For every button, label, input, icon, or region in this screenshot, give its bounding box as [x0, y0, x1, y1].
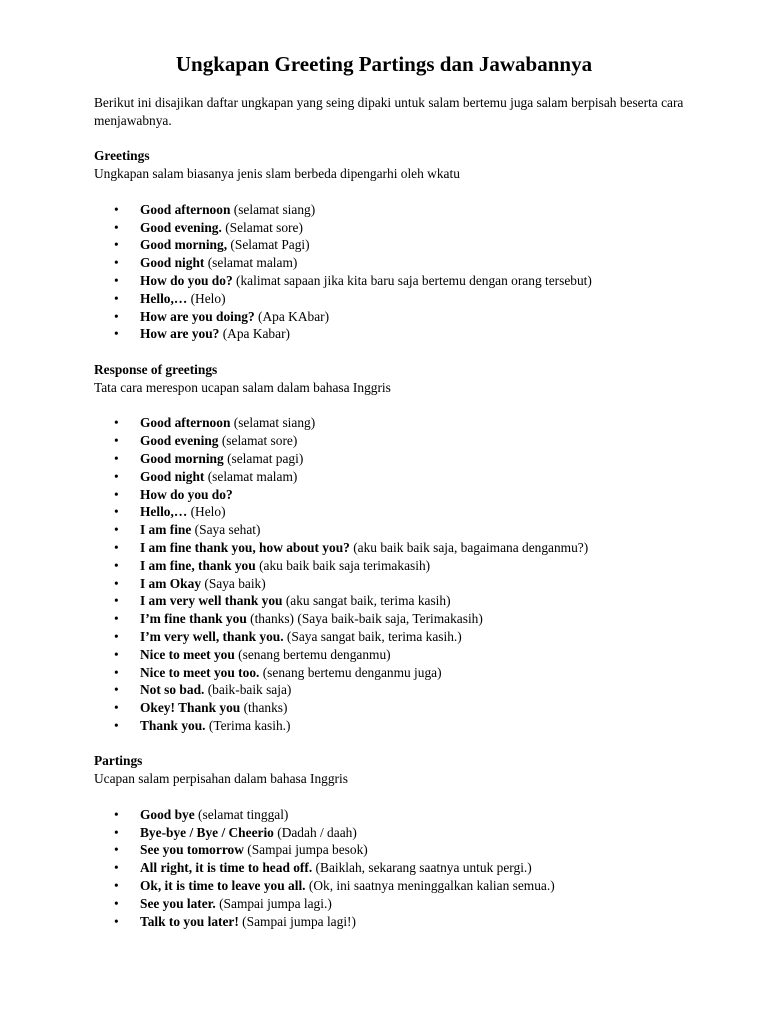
bullet-icon: •: [114, 468, 119, 484]
bullet-icon: •: [114, 628, 119, 644]
bullet-icon: •: [114, 824, 119, 840]
bullet-icon: •: [114, 450, 119, 466]
phrase-term: Good evening: [140, 433, 219, 449]
list-item: [94, 592, 694, 610]
phrase-translation: (Saya sangat baik, terima kasih.): [283, 628, 462, 644]
bullet-icon: •: [114, 593, 119, 609]
phrase-term: I am fine, thank you: [140, 557, 256, 573]
bullet-icon: •: [114, 255, 119, 271]
phrase-translation: (Saya baik): [201, 575, 266, 591]
bullet-icon: •: [114, 504, 119, 520]
bullet-icon: •: [114, 415, 119, 431]
list-item: [94, 628, 694, 646]
phrase-term: Hello,…: [140, 290, 188, 306]
section-heading: Response of greetings: [94, 361, 218, 377]
bullet-icon: •: [114, 700, 119, 716]
list-item: [94, 717, 694, 735]
bullet-icon: •: [114, 878, 119, 894]
section-heading: Greetings: [94, 148, 150, 164]
phrase-list: [94, 414, 694, 734]
phrase-term: Talk to you later!: [140, 913, 239, 929]
phrase-term: See you tomorrow: [140, 842, 244, 858]
phrase-translation: (aku sangat baik, terima kasih): [282, 593, 451, 609]
bullet-icon: •: [114, 646, 119, 662]
phrase-translation: (Apa KAbar): [254, 308, 330, 324]
phrase-translation: (kalimat sapaan jika kita baru saja bertemu dengan orang tersebut): [232, 272, 592, 288]
bullet-icon: •: [114, 842, 119, 858]
bullet-icon: •: [114, 237, 119, 253]
phrase-term: How do you do?: [140, 486, 233, 502]
intro-paragraph: Berikut ini disajikan daftar ungkapan yang seing dipaki untuk salam bertemu juga salam berpisah beserta cara menjawabnya.: [94, 95, 684, 128]
phrase-term: How do you do?: [140, 272, 233, 288]
list-item: [94, 575, 694, 593]
list-item: [94, 664, 694, 682]
list-item: [94, 503, 694, 521]
phrase-term: Good morning: [140, 450, 224, 466]
bullet-icon: •: [114, 806, 119, 822]
list-item: [94, 557, 694, 575]
phrase-term: I’m very well, thank you.: [140, 628, 284, 644]
section-description: Tata cara merespon ucapan salam dalam bahasa Inggris: [94, 379, 391, 395]
bullet-icon: •: [114, 272, 119, 288]
list-item: [94, 432, 694, 450]
phrase-translation: (Saya sehat): [191, 522, 261, 538]
phrase-term: Nice to meet you too.: [140, 664, 260, 680]
list-item: [94, 877, 694, 895]
phrase-term: Okey! Thank you: [140, 700, 241, 716]
phrase-translation: (senang bertemu denganmu): [234, 646, 391, 662]
bullet-icon: •: [114, 326, 119, 342]
phrase-translation: (selamat pagi): [223, 450, 304, 466]
list-item: [94, 895, 694, 913]
bullet-icon: •: [114, 219, 119, 235]
bullet-icon: •: [114, 664, 119, 680]
phrase-term: Good afternoon: [140, 415, 231, 431]
list-item: [94, 486, 694, 504]
phrase-translation: (selamat siang): [230, 201, 316, 217]
phrase-translation: (Sampai jumpa lagi.): [215, 895, 332, 911]
bullet-icon: •: [114, 575, 119, 591]
phrase-translation: (Baiklah, sekarang saatnya untuk pergi.): [312, 860, 532, 876]
phrase-term: Bye-bye / Bye / Cheerio: [140, 824, 274, 840]
list-item: [94, 450, 694, 468]
list-item: [94, 201, 694, 219]
phrase-term: Good evening.: [140, 219, 222, 235]
list-item: [94, 254, 694, 272]
list-item: [94, 308, 694, 326]
phrase-term: How are you doing?: [140, 308, 255, 324]
list-item: [94, 913, 694, 931]
phrase-term: Good afternoon: [140, 201, 231, 217]
list-item: [94, 219, 694, 237]
phrase-translation: (aku baik baik saja terimakasih): [255, 557, 431, 573]
phrase-term: Good bye: [140, 806, 195, 822]
phrase-term: Ok, it is time to leave you all.: [140, 878, 306, 894]
list-item: [94, 646, 694, 664]
bullet-icon: •: [114, 611, 119, 627]
list-item: [94, 272, 694, 290]
phrase-term: I am Okay: [140, 575, 202, 591]
phrase-translation: (selamat malam): [204, 468, 298, 484]
phrase-term: I am very well thank you: [140, 593, 283, 609]
phrase-term: See you later.: [140, 895, 216, 911]
list-item: [94, 859, 694, 877]
list-item: [94, 681, 694, 699]
phrase-translation: (aku baik baik saja, bagaimana denganmu?): [349, 539, 589, 555]
list-item: [94, 824, 694, 842]
phrase-term: Nice to meet you: [140, 646, 235, 662]
phrase-translation: (Selamat Pagi): [227, 237, 310, 253]
phrase-translation: (Terima kasih.): [205, 717, 291, 733]
phrase-translation: (selamat siang): [230, 415, 316, 431]
bullet-icon: •: [114, 913, 119, 929]
list-item: [94, 841, 694, 859]
list-item: [94, 610, 694, 628]
phrase-translation: (thanks) (Saya baik-baik saja, Terimakasih): [246, 611, 483, 627]
list-item: [94, 521, 694, 539]
phrase-list: [94, 806, 694, 931]
phrase-translation: (selamat tinggal): [194, 806, 289, 822]
list-item: [94, 806, 694, 824]
phrase-term: I am fine thank you, how about you?: [140, 539, 350, 555]
section-description: Ucapan salam perpisahan dalam bahasa Inggris: [94, 771, 348, 787]
document-title: Ungkapan Greeting Partings dan Jawabannya: [175, 52, 593, 76]
phrase-translation: (selamat sore): [218, 433, 298, 449]
phrase-term: Not so bad.: [140, 682, 205, 698]
document-body: [94, 94, 694, 948]
list-item: [94, 699, 694, 717]
list-item: [94, 236, 694, 254]
bullet-icon: •: [114, 290, 119, 306]
phrase-translation: (senang bertemu denganmu juga): [259, 664, 442, 680]
phrase-translation: (selamat malam): [204, 255, 298, 271]
phrase-translation: (Dadah / daah): [273, 824, 357, 840]
bullet-icon: •: [114, 308, 119, 324]
bullet-icon: •: [114, 557, 119, 573]
phrase-translation: (Sampai jumpa lagi!): [238, 913, 356, 929]
phrase-translation: (Sampai jumpa besok): [243, 842, 368, 858]
phrase-term: I’m fine thank you: [140, 611, 247, 627]
phrase-term: Good night: [140, 468, 205, 484]
list-item: [94, 468, 694, 486]
phrase-term: Good night: [140, 255, 205, 271]
bullet-icon: •: [114, 860, 119, 876]
list-item: [94, 290, 694, 308]
phrase-translation: (Helo): [187, 504, 226, 520]
bullet-icon: •: [114, 486, 119, 502]
phrase-translation: (Ok, ini saatnya meninggalkan kalian semua.): [305, 878, 555, 894]
phrase-translation: (Apa Kabar): [219, 326, 290, 342]
bullet-icon: •: [114, 522, 119, 538]
bullet-icon: •: [114, 433, 119, 449]
section-heading: Partings: [94, 753, 143, 769]
phrase-translation: (baik-baik saja): [204, 682, 292, 698]
list-item: [94, 414, 694, 432]
bullet-icon: •: [114, 201, 119, 217]
bullet-icon: •: [114, 682, 119, 698]
phrase-term: Hello,…: [140, 504, 188, 520]
phrase-term: Good morning,: [140, 237, 228, 253]
phrase-term: Thank you.: [140, 717, 206, 733]
section-description: Ungkapan salam biasanya jenis slam berbeda dipengarhi oleh wkatu: [94, 166, 460, 182]
phrase-translation: (thanks): [240, 700, 288, 716]
list-item: [94, 325, 694, 343]
phrase-term: How are you?: [140, 326, 220, 342]
list-item: [94, 539, 694, 557]
phrase-term: I am fine: [140, 522, 192, 538]
phrase-translation: (Helo): [187, 290, 226, 306]
bullet-icon: •: [114, 895, 119, 911]
phrase-term: All right, it is time to head off.: [140, 860, 313, 876]
bullet-icon: •: [114, 717, 119, 733]
phrase-translation: (Selamat sore): [221, 219, 303, 235]
phrase-list: [94, 201, 694, 343]
bullet-icon: •: [114, 539, 119, 555]
